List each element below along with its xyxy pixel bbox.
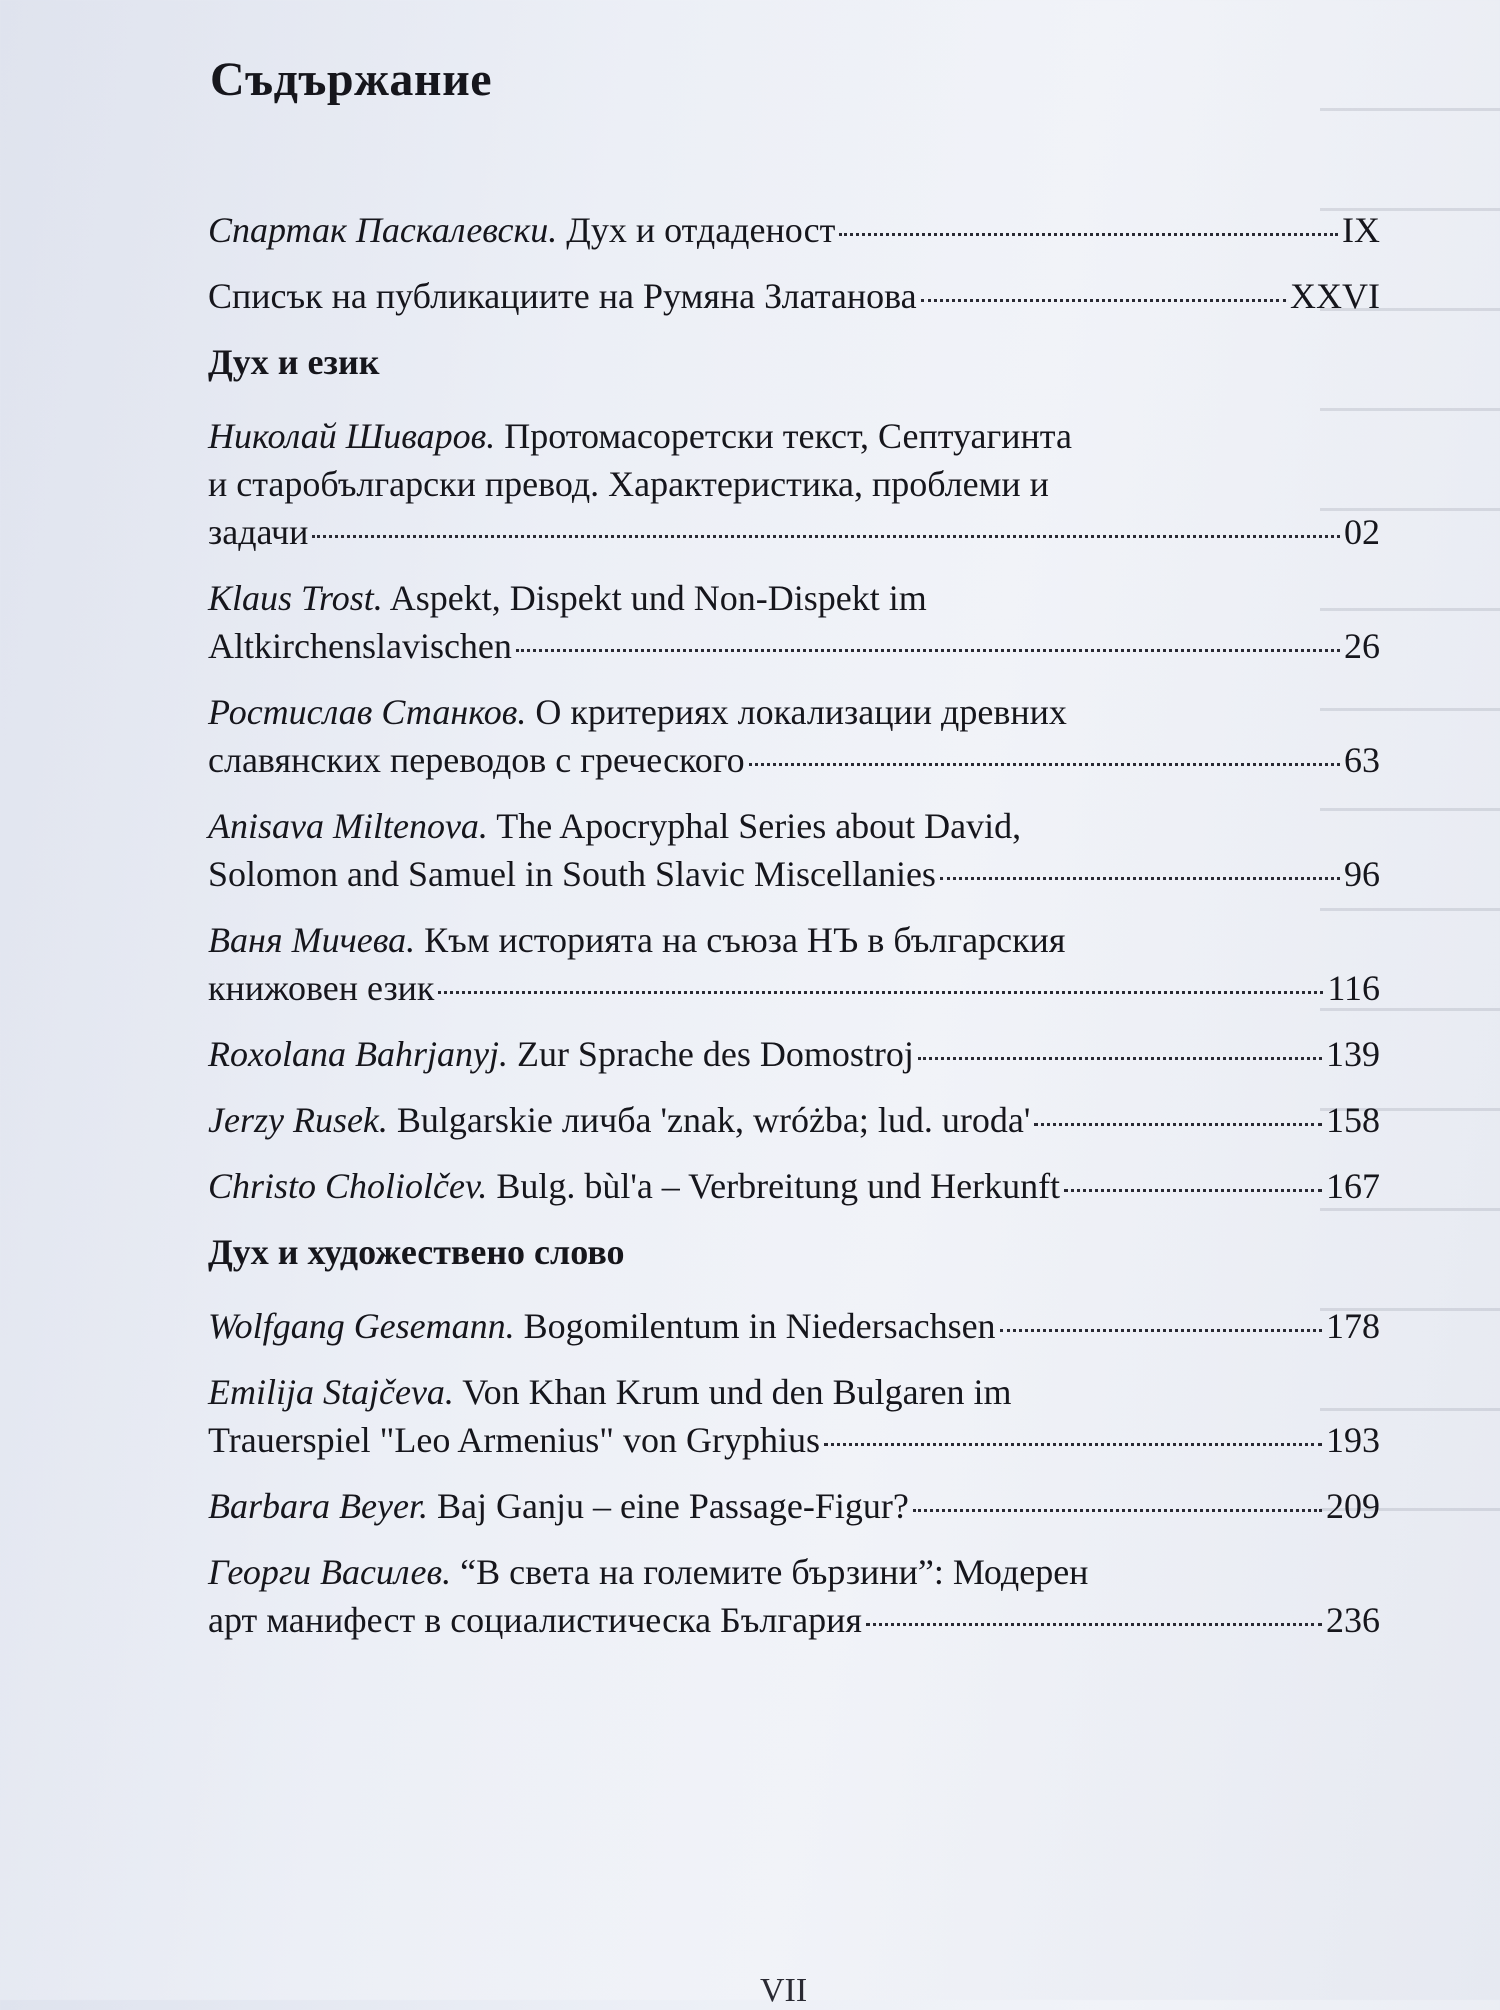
entry-title-line: арт манифест в социалистическа България xyxy=(208,1600,862,1640)
dot-leader xyxy=(438,990,1323,994)
entry-author: Wolfgang Gesemann. xyxy=(208,1306,515,1346)
dot-leader xyxy=(312,534,1340,538)
entry-author: Ваня Мичева. xyxy=(208,920,416,960)
entry-page-number: XXVI xyxy=(1290,276,1380,316)
entry-title-line: Trauerspiel "Leo Armenius" von Gryphius xyxy=(208,1420,820,1460)
entry-page-number: 139 xyxy=(1326,1034,1380,1074)
entry-title-line: Aspekt, Dispekt und Non-Dispekt im xyxy=(389,578,927,618)
entry-title-line: Протомасоретски текст, Септуагинта xyxy=(504,416,1072,456)
entry-title-line: Zur Sprache des Domostroj xyxy=(516,1034,914,1074)
entry-title-line: книжовен език xyxy=(208,968,435,1008)
entry-title-line: Списък на публикациите на Румяна Златанова xyxy=(208,276,917,316)
entry-title-line: славянских переводов с греческого xyxy=(208,740,745,780)
toc-entry xyxy=(208,1482,1380,1530)
entry-title-line: Към историята на съюза НЪ в българския xyxy=(424,920,1066,960)
dot-leader xyxy=(913,1508,1322,1512)
table-of-contents xyxy=(208,206,1380,1662)
entry-title-line: Дух и отдаденост xyxy=(566,210,836,250)
entry-author: Barbara Beyer. xyxy=(208,1486,428,1526)
toc-entry xyxy=(208,688,1380,784)
entry-title-line: Bulg. bùl'a – Verbreitung und Herkunft xyxy=(496,1166,1061,1206)
entry-page-number: 63 xyxy=(1344,740,1380,780)
entry-author: Roxolana Bahrjanyj. xyxy=(208,1034,508,1074)
dot-leader xyxy=(866,1622,1322,1626)
dot-leader xyxy=(824,1442,1322,1446)
toc-entry xyxy=(208,574,1380,670)
section-heading: Дух и художествено слово xyxy=(208,1232,625,1272)
entry-page-number: 167 xyxy=(1326,1166,1380,1206)
toc-entry xyxy=(208,1368,1380,1464)
dot-leader xyxy=(940,876,1340,880)
entry-page-number: 96 xyxy=(1344,854,1380,894)
page-title: Съдържание xyxy=(210,53,493,106)
entry-page-number: 236 xyxy=(1326,1600,1380,1640)
entry-title-line: О критериях локализации древних xyxy=(535,692,1067,732)
entry-author: Спартак Паскалевски. xyxy=(208,210,558,250)
dot-leader xyxy=(918,1056,1322,1060)
entry-title-line: Von Khan Krum und den Bulgaren im xyxy=(462,1372,1012,1412)
entry-author: Klaus Trost. xyxy=(208,578,383,618)
toc-entry xyxy=(208,206,1380,254)
entry-title-line: задачи xyxy=(208,512,309,552)
dot-leader xyxy=(749,762,1340,766)
toc-entry xyxy=(208,412,1380,556)
entry-page-number: 158 xyxy=(1326,1100,1380,1140)
entry-author: Николай Шиваров. xyxy=(208,416,496,456)
toc-entry xyxy=(208,916,1380,1012)
toc-entry xyxy=(208,1548,1380,1644)
dot-leader xyxy=(921,298,1286,302)
entry-page-number: 178 xyxy=(1326,1306,1380,1346)
entry-author: Георги Василев. xyxy=(208,1552,452,1592)
entry-author: Emilija Stajčeva. xyxy=(208,1372,454,1412)
entry-page-number: 26 xyxy=(1344,626,1380,666)
toc-entry xyxy=(208,1162,1380,1210)
entry-title-line: Altkirchenslavischen xyxy=(208,626,512,666)
entry-page-number: 193 xyxy=(1326,1420,1380,1460)
entry-title-line: и старобългарски превод. Характеристика, проблеми и xyxy=(208,464,1049,504)
entry-page-number: 116 xyxy=(1327,968,1380,1008)
page-number: VII xyxy=(760,1972,808,2009)
entry-title-line: Bulgarskie личба 'znak, wróżba; lud. uroda' xyxy=(396,1100,1031,1140)
toc-entry xyxy=(208,1030,1380,1078)
entry-page-number: 02 xyxy=(1344,512,1380,552)
section-heading: Дух и език xyxy=(208,342,380,382)
entry-page-number: 209 xyxy=(1326,1486,1380,1526)
dot-leader xyxy=(1034,1122,1322,1126)
entry-author: Jerzy Rusek. xyxy=(208,1100,388,1140)
dot-leader xyxy=(1000,1328,1322,1332)
entry-author: Ростислав Станков. xyxy=(208,692,527,732)
entry-title-line: Bogomilentum in Niedersachsen xyxy=(523,1306,996,1346)
entry-title-line: The Apocryphal Series about David, xyxy=(496,806,1022,846)
dot-leader xyxy=(516,648,1340,652)
dot-leader xyxy=(1064,1188,1322,1192)
dot-leader xyxy=(839,232,1338,236)
toc-entry xyxy=(208,1302,1380,1350)
entry-title-line: “В света на големите бързини”: Модерен xyxy=(460,1552,1089,1592)
toc-entry xyxy=(208,1096,1380,1144)
entry-title-line: Baj Ganju – eine Passage-Figur? xyxy=(436,1486,909,1526)
toc-entry xyxy=(208,272,1380,320)
toc-entry xyxy=(208,802,1380,898)
entry-title-line: Solomon and Samuel in South Slavic Miscellanies xyxy=(208,854,936,894)
entry-author: Anisava Miltenova. xyxy=(208,806,488,846)
entry-author: Christo Choliolčev. xyxy=(208,1166,488,1206)
entry-page-number: IX xyxy=(1342,210,1380,250)
